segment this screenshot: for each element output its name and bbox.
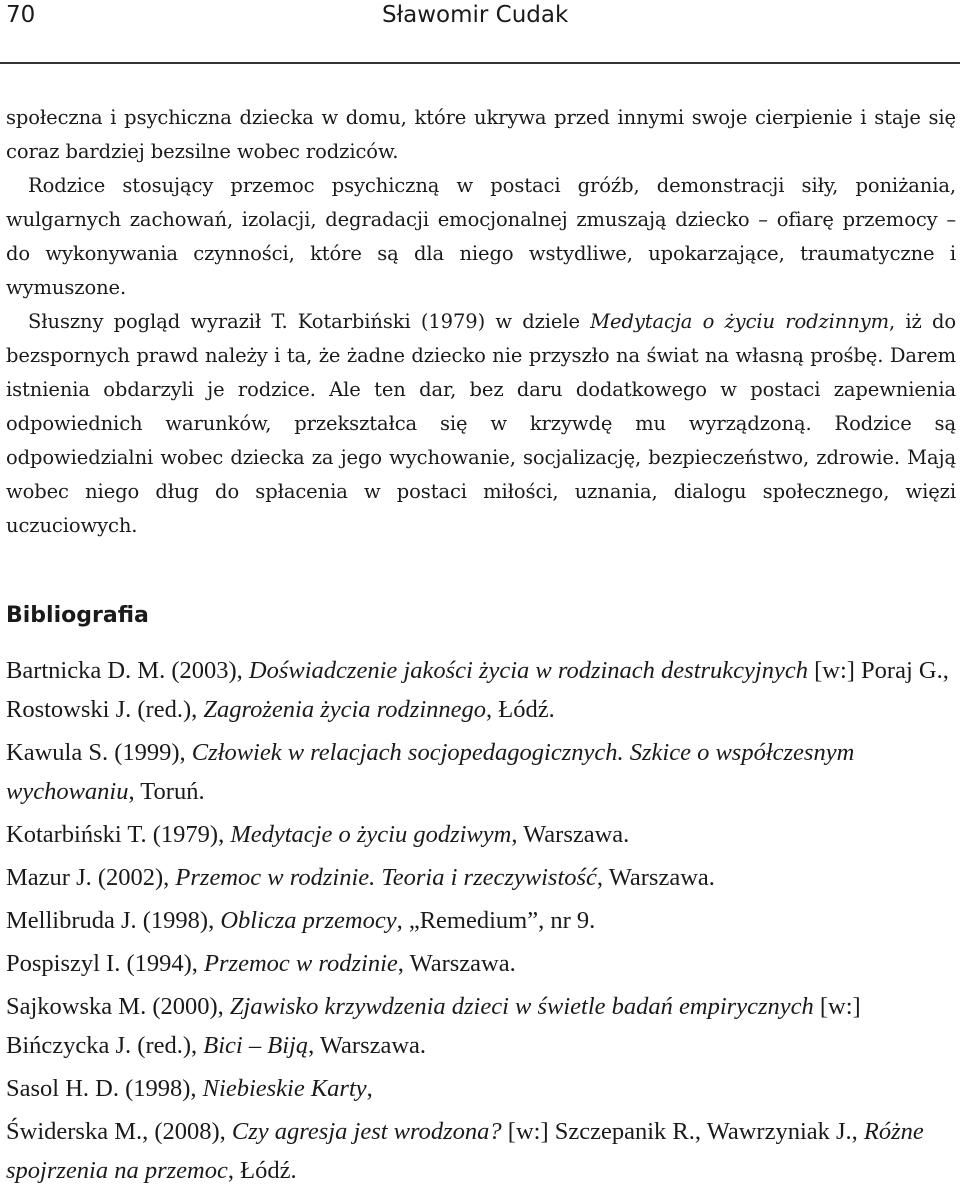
entry-place: ,	[366, 1075, 373, 1102]
header-rule	[0, 62, 960, 64]
entry-title: Przemoc w rodzinie	[204, 950, 398, 977]
entry-place: , Warszawa.	[511, 821, 630, 848]
bibliography-heading: Bibliografia	[6, 603, 149, 628]
paragraph-3	[6, 305, 956, 543]
entry-part: [w:] Poraj G., Rostowski J. (red.),	[6, 657, 949, 723]
bibliography-entry	[6, 1069, 956, 1108]
entry-author: Kawula S. (1999),	[6, 739, 192, 766]
main-text	[6, 101, 956, 543]
entry-title: Niebieskie Karty	[202, 1075, 367, 1102]
entry-place: , Warszawa.	[397, 950, 516, 977]
entry-title: Doświadczenie jakości życia w rodzinach destrukcyjnych	[248, 657, 808, 684]
bibliography-entry	[6, 944, 956, 983]
paragraph-3-text-a: Słuszny pogląd wyraził T. Kotarbiński (1979) w dziele	[28, 310, 591, 333]
entry-place: , Łódź.	[227, 1157, 297, 1184]
entry-title: Zjawisko krzywdzenia dzieci w świetle badań empirycznych	[229, 993, 814, 1020]
entry-author: Bartnicka D. M. (2003),	[6, 657, 249, 684]
running-head-author: Sławomir Cudak	[382, 2, 569, 28]
entry-title-2: Różne spojrzenia na przemoc	[6, 1118, 924, 1184]
entry-place: , Warszawa.	[596, 864, 715, 891]
bibliography-entry	[6, 1112, 956, 1190]
entry-title: Czy agresja jest wrodzona?	[231, 1118, 502, 1145]
entry-place: , Łódź.	[486, 696, 555, 723]
entry-author: Sajkowska M. (2000),	[6, 993, 230, 1020]
bibliography-entry	[6, 858, 956, 897]
entry-author: Kotarbiński T. (1979),	[6, 821, 231, 848]
entry-place: , „Remedium”, nr 9.	[396, 907, 596, 934]
entry-author: Mazur J. (2002),	[6, 864, 176, 891]
entry-title: Człowiek w relacjach socjopedagogicznych. Szkice o współczesnym wychowaniu	[6, 739, 855, 805]
entry-author: Świderska M., (2008),	[6, 1118, 232, 1145]
entry-author: Mellibruda J. (1998),	[6, 907, 221, 934]
paragraph-3-text-c: , iż do bezspornych prawd należy i ta, że żadne dziecko nie przyszło na świat na własną prośbę. Darem istnienia obdarzyli je rodzice. Ale ten dar, bez daru dodatkowego w postaci zapewnienia odpowiednich warunków, przekształca się w krzywdę mu wyrządzoną. Rodzice są odpowiedzialni wobec dziecka za jego wychowanie, socjalizację, bezpieczeństwo, zdrowie. Mają wobec niego dług do spłacenia w postaci miłości, uznania, dialogu społecznego, więzi uczuciowych.	[6, 310, 956, 537]
entry-part: [w:] Bińczycka J. (red.),	[6, 993, 861, 1059]
page-header	[0, 0, 960, 44]
entry-title: Przemoc w rodzinie. Teoria i rzeczywistość	[175, 864, 597, 891]
paragraph-1: społeczna i psychiczna dziecka w domu, które ukrywa przed innymi swoje cierpienie i staje się coraz bardziej bezsilne wobec rodziców.	[6, 106, 956, 163]
book-title-italic: Medytacja o życiu rodzinnym	[590, 310, 890, 333]
bibliography-entry	[6, 987, 956, 1065]
entry-part: [w:] Szczepanik R., Wawrzyniak J.,	[501, 1118, 864, 1145]
bibliography-entry	[6, 815, 956, 854]
bibliography-entry	[6, 651, 956, 729]
entry-place: , Warszawa.	[308, 1032, 427, 1059]
page-number: 70	[6, 2, 36, 28]
entry-title: Oblicza przemocy	[220, 907, 397, 934]
entry-place: , Toruń.	[128, 778, 205, 805]
paragraph-2: Rodzice stosujący przemoc psychiczną w postaci gróźb, demonstracji siły, poniżania, wulgarnych zachowań, izolacji, degradacji emocjonalnej zmuszają dziecko – ofiarę przemocy – do wykonywania czynności, które są dla niego wstydliwe, upokarzające, traumatyczne i wymuszone.	[6, 174, 956, 299]
entry-title: Medytacje o życiu godziwym	[230, 821, 512, 848]
entry-author: Sasol H. D. (1998),	[6, 1075, 203, 1102]
bibliography-list	[6, 651, 956, 1190]
entry-title-2: Bici – Biją	[203, 1032, 309, 1059]
bibliography-entry	[6, 901, 956, 940]
entry-title-2: Zagrożenia życia rodzinnego	[203, 696, 487, 723]
entry-author: Pospiszyl I. (1994),	[6, 950, 205, 977]
bibliography-entry	[6, 733, 956, 811]
